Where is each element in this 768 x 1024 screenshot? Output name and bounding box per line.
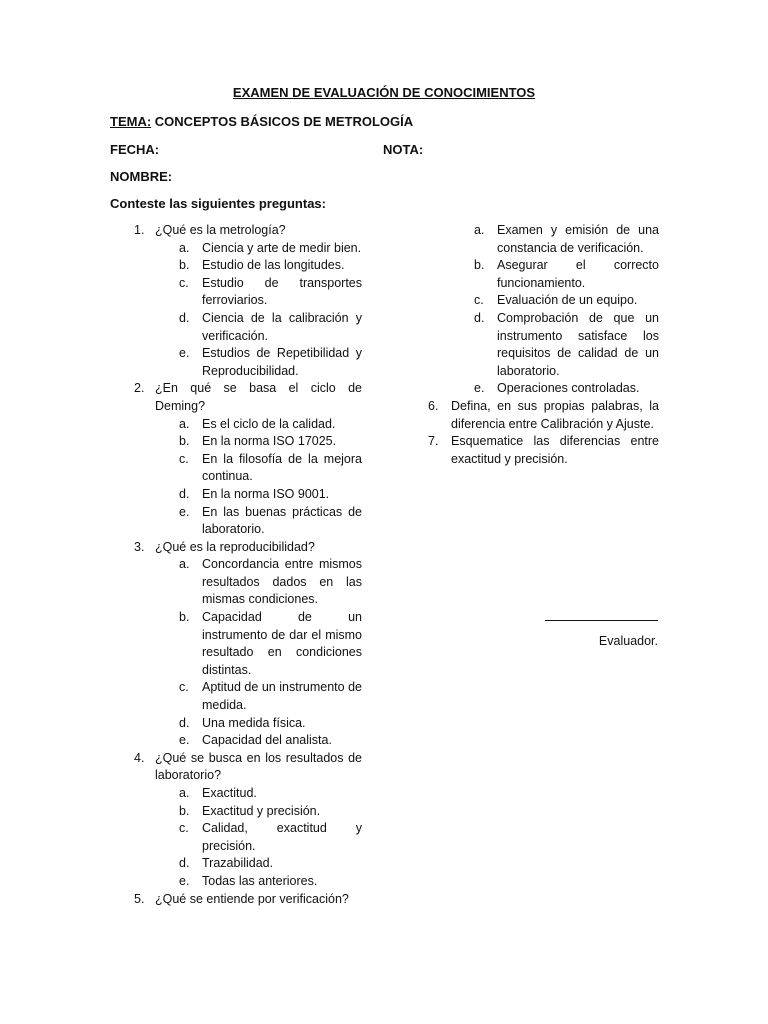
option: b. Estudio de las longitudes. — [179, 258, 345, 273]
option: e. Todas las anteriores. — [179, 873, 318, 888]
question-text: ¿Qué se entiende por verificación? — [155, 891, 349, 906]
option: b. Exactitud y precisión. — [179, 803, 321, 818]
question-text: ¿Qué es la metrología? — [155, 223, 286, 237]
question-1 — [110, 222, 362, 240]
option: b. Asegurar el correcto funcionamiento. — [474, 258, 659, 290]
option: a. Exactitud. — [179, 786, 257, 800]
tema-line — [110, 114, 413, 129]
question-number: 5. — [134, 891, 145, 906]
question-5 — [110, 891, 362, 909]
tema-label: TEMA: — [110, 114, 152, 129]
option: a. Concordancia entre mismos resultados dados en las mismas condiciones. — [179, 557, 362, 607]
question-text: ¿Qué es la reproducibilidad? — [155, 539, 315, 554]
option: a. Examen y emisión de una constancia de verificación. — [474, 223, 659, 255]
option: d. Trazabilidad. — [179, 856, 274, 871]
question-number: 7. — [428, 434, 439, 449]
question-text: Esquematice las diferencias entre exactitud y precisión. — [451, 434, 659, 466]
option: e. Capacidad del analista. — [179, 733, 332, 748]
evaluator-label: Evaluador. — [598, 634, 658, 648]
option: b. Capacidad de un instrumento de dar el mismo resultado en condiciones distintas. — [179, 610, 362, 677]
question-text: ¿En qué se basa el ciclo de Deming? — [155, 381, 362, 413]
question-3 — [110, 539, 362, 557]
option: a. Ciencia y arte de medir bien. — [179, 240, 362, 255]
signature-line — [545, 620, 658, 621]
option: c. En la filosofía de la mejora continua. — [179, 451, 362, 484]
tema-value: CONCEPTOS BÁSICOS DE METROLOGÍA — [154, 114, 414, 129]
question-7 — [428, 433, 659, 468]
option: c. Aptitud de un instrumento de medida. — [179, 680, 362, 713]
question-4 — [110, 750, 362, 785]
option: e. Operaciones controladas. — [474, 381, 640, 396]
left-column — [110, 222, 362, 908]
question-text: Defina, en sus propias palabras, la diferencia entre Calibración y Ajuste. — [451, 398, 659, 431]
option: c. Estudio de transportes ferroviarios. — [179, 275, 362, 308]
option: e. Estudios de Repetibilidad y Reproducibilidad. — [179, 346, 362, 378]
question-text: ¿Qué se busca en los resultados de laboratorio? — [155, 750, 362, 783]
question-number: 2. — [134, 381, 145, 396]
instructions: Conteste las siguientes preguntas: — [110, 196, 326, 211]
question-6 — [428, 398, 659, 433]
fecha-label: FECHA: — [110, 142, 160, 157]
option: d. Una medida física. — [179, 715, 306, 730]
question-number: 4. — [134, 750, 145, 765]
question-number: 3. — [134, 539, 145, 554]
question-number: 6. — [428, 398, 439, 413]
option: d. Comprobación de que un instrumento satisface los requisitos de calidad de un laboratorio. — [474, 310, 659, 378]
exam-title: EXAMEN DE EVALUACIÓN DE CONOCIMIENTOS — [232, 85, 536, 100]
option: d. En la norma ISO 9001. — [179, 486, 330, 501]
nombre-label: NOMBRE: — [110, 169, 173, 184]
option: c. Calidad, exactitud y precisión. — [179, 821, 362, 853]
option: a. Es el ciclo de la calidad. — [179, 416, 336, 431]
option: b. En la norma ISO 17025. — [179, 434, 337, 449]
option: d. Ciencia de la calibración y verificación. — [179, 310, 362, 343]
option: e. En las buenas prácticas de laboratorio. — [179, 504, 362, 537]
question-number: 1. — [134, 223, 145, 237]
option: c. Evaluación de un equipo. — [474, 293, 638, 308]
right-column — [428, 222, 659, 468]
nota-label: NOTA: — [383, 142, 424, 157]
question-2 — [110, 380, 362, 415]
